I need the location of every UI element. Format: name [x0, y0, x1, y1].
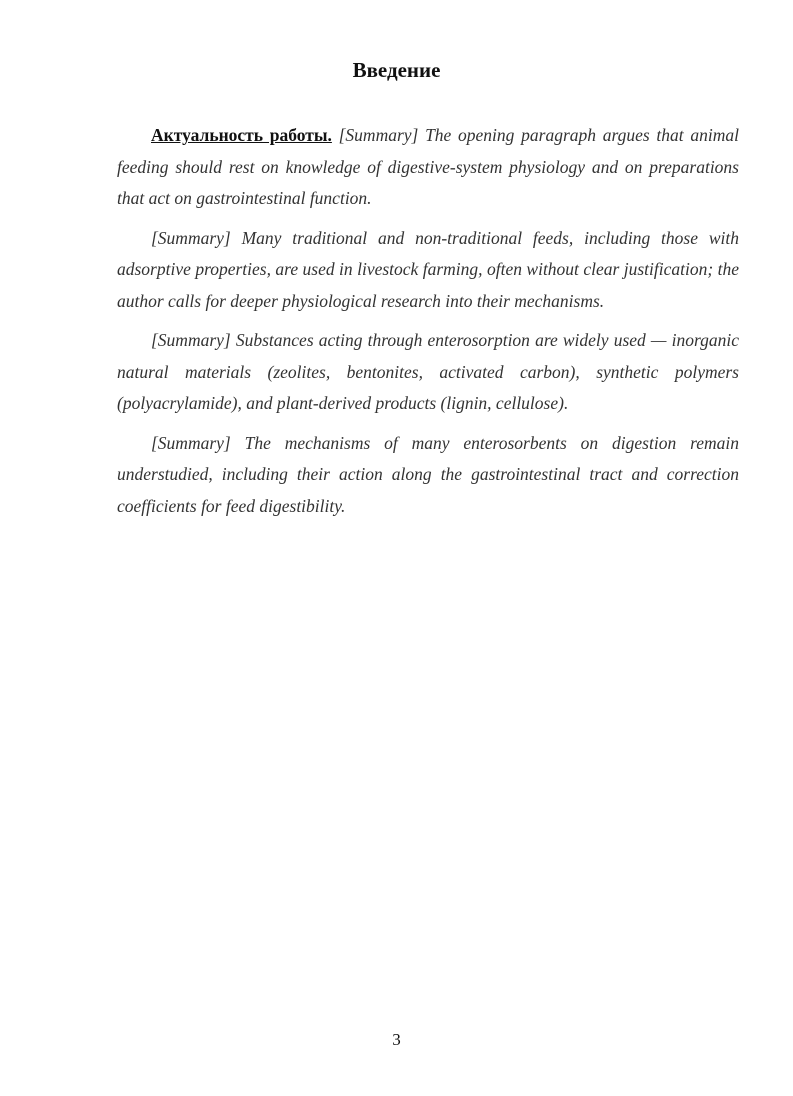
lead-label: Актуальность работы. — [151, 125, 332, 145]
paragraph-1-summary: [Summary] The opening paragraph argues that animal feeding should rest on knowledge of digestive-system physiology and on preparations that act on gastrointestinal function. — [117, 125, 739, 208]
page-number: 3 — [392, 1030, 401, 1049]
body-text — [117, 120, 739, 530]
paragraph-1 — [117, 120, 739, 215]
paragraph-4 — [117, 428, 739, 523]
paragraph-2 — [117, 223, 739, 318]
paragraph-3-summary: [Summary] Substances acting through enterosorption are widely used — inorganic natural materials (zeolites, bentonites, activated carbon), synthetic polymers (polyacrylamide), and plant-derived products (lignin, cellulose). — [117, 330, 739, 413]
paragraph-3 — [117, 325, 739, 420]
paragraph-2-summary: [Summary] Many traditional and non-traditional feeds, including those with adsorptive properties, are used in livestock farming, often without clear justification; the author calls for deeper physiological research into their mechanisms. — [117, 227, 739, 311]
page-title: Введение — [352, 58, 441, 82]
paragraph-4-summary: [Summary] The mechanisms of many enterosorbents on digestion remain understudied, including their action along the gastrointestinal tract and correction coefficients for feed digestibility. — [117, 432, 739, 516]
